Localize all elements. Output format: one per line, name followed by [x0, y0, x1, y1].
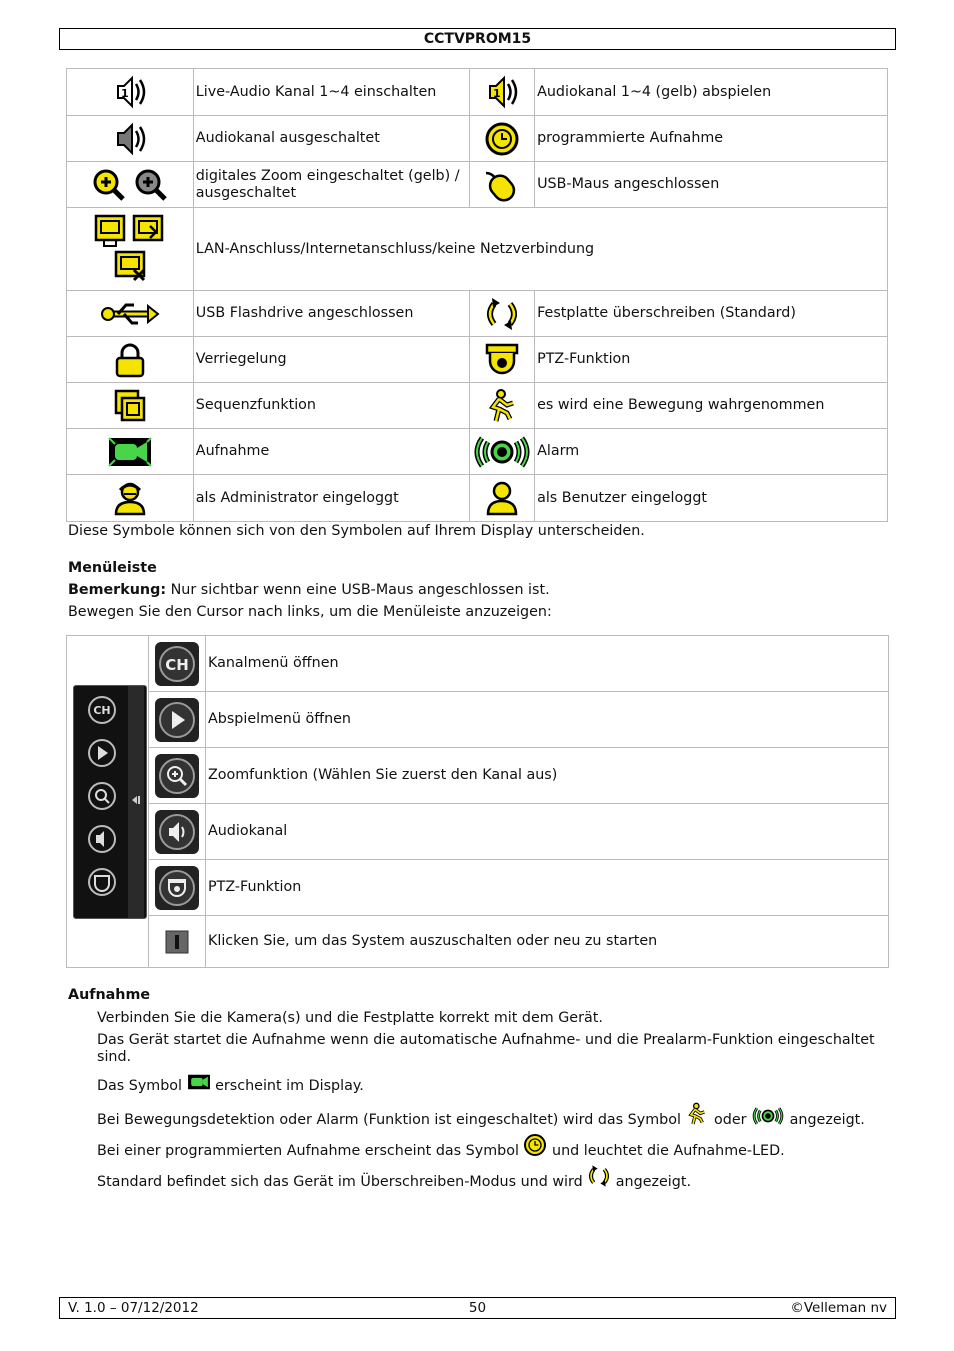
footer-copyright: ©Velleman nv — [790, 1300, 887, 1316]
text: erscheint im Display. — [215, 1078, 364, 1094]
menu-item-label: Kanalmenü öffnen — [205, 636, 888, 692]
menubar-instruction: Bewegen Sie den Cursor nach links, um die Menüleiste anzuzeigen: — [68, 604, 552, 620]
text: Bei Bewegungsdetektion oder Alarm (Funktion ist eingeschaltet) wird das Symbol — [97, 1112, 681, 1128]
symbol-desc: programmierte Aufnahme — [535, 116, 888, 162]
recording-p5 — [97, 1133, 897, 1160]
admin-icon — [67, 475, 194, 522]
table-row — [67, 804, 889, 860]
usb-mouse-icon — [470, 162, 535, 208]
user-icon — [470, 475, 535, 522]
page-header: CCTVPROM15 — [59, 28, 896, 50]
usb-icon — [67, 291, 194, 337]
table-row — [67, 860, 889, 916]
text: angezeigt. — [789, 1112, 865, 1128]
no-network-icon — [116, 252, 144, 280]
text: und leuchtet die Aufnahme-LED. — [552, 1143, 785, 1159]
alarm-icon — [470, 429, 535, 475]
record-icon — [187, 1072, 211, 1092]
table-row — [67, 916, 889, 968]
symbol-desc: Audiokanal ausgeschaltet — [193, 116, 469, 162]
symbol-desc: als Administrator eingeloggt — [193, 475, 469, 522]
sequence-icon — [67, 383, 194, 429]
symbol-desc: Aufnahme — [193, 429, 469, 475]
page-footer — [59, 1297, 896, 1319]
alarm-icon — [751, 1106, 785, 1126]
symbol-desc: PTZ-Funktion — [535, 337, 888, 383]
motion-icon — [685, 1102, 709, 1126]
menu-item-label: PTZ-Funktion — [205, 860, 888, 916]
svg-text:1: 1 — [493, 87, 501, 100]
lan-icon — [96, 216, 124, 246]
symbol-desc: LAN-Anschluss/Internetanschluss/keine Netzverbindung — [193, 208, 887, 291]
recording-p3 — [97, 1072, 897, 1095]
table-row — [67, 69, 888, 116]
text: Standard befindet sich das Gerät im Überschreiben-Modus und wird — [97, 1174, 583, 1190]
symbol-desc: Sequenzfunktion — [193, 383, 469, 429]
remark-text: Nur sichtbar wenn eine USB-Maus angeschlossen ist. — [166, 582, 550, 598]
symbol-desc: digitales Zoom eingeschaltet (gelb) / ausgeschaltet — [193, 162, 469, 208]
text: oder — [714, 1112, 747, 1128]
table-row — [67, 636, 889, 692]
symbol-desc: Audiokanal 1~4 (gelb) abspielen — [535, 69, 888, 116]
scheduled-record-icon — [470, 116, 535, 162]
menubar-buttons-icon — [86, 694, 118, 910]
audio-channel-yellow-icon — [470, 69, 535, 116]
table-row — [67, 208, 888, 291]
svg-text:CH: CH — [93, 703, 111, 717]
zoom-icon[interactable] — [148, 748, 205, 804]
table-row — [67, 116, 888, 162]
table-row — [67, 692, 889, 748]
menubar-preview — [67, 636, 149, 968]
motion-icon — [470, 383, 535, 429]
menubar-table — [66, 635, 889, 968]
remark-label: Bemerkung: — [68, 582, 167, 598]
symbol-table — [66, 68, 888, 522]
footer-version: V. 1.0 – 07/12/2012 — [68, 1300, 199, 1316]
menubar-heading: Menüleiste — [68, 560, 157, 576]
power-icon[interactable] — [148, 916, 205, 968]
lock-icon — [67, 337, 194, 383]
menu-item-label: Abspielmenü öffnen — [205, 692, 888, 748]
text: Das Symbol — [97, 1078, 183, 1094]
table-row — [67, 429, 888, 475]
recording-p6 — [97, 1164, 897, 1191]
ptz-icon — [470, 337, 535, 383]
menubar-remark — [68, 582, 550, 599]
expand-arrow-icon[interactable] — [130, 794, 142, 806]
table-row — [67, 383, 888, 429]
menu-item-label: Klicken Sie, um das System auszuschalten oder neu zu starten — [205, 916, 888, 968]
text: Bei einer programmierten Aufnahme erscheint das Symbol — [97, 1143, 519, 1159]
play-icon[interactable] — [148, 692, 205, 748]
zoom-on-off-icon — [67, 162, 194, 208]
symbol-desc: Live-Audio Kanal 1~4 einschalten — [193, 69, 469, 116]
symbol-desc: USB-Maus angeschlossen — [535, 162, 888, 208]
symbol-desc: als Benutzer eingeloggt — [535, 475, 888, 522]
recording-p1: Verbinden Sie die Kamera(s) und die Festplatte korrekt mit dem Gerät. — [97, 1010, 603, 1026]
symbol-desc: Festplatte überschreiben (Standard) — [535, 291, 888, 337]
text: angezeigt. — [615, 1174, 691, 1190]
symbol-desc: es wird eine Bewegung wahrgenommen — [535, 383, 888, 429]
ptz-dome-icon[interactable] — [148, 860, 205, 916]
svg-text:CH: CH — [165, 655, 189, 674]
audio-icon[interactable] — [148, 804, 205, 860]
internet-icon — [134, 216, 162, 240]
ch-icon[interactable] — [148, 636, 205, 692]
symbol-desc: USB Flashdrive angeschlossen — [193, 291, 469, 337]
svg-text:1: 1 — [120, 87, 129, 100]
symbol-desc: Verriegelung — [193, 337, 469, 383]
menu-item-label: Audiokanal — [205, 804, 888, 860]
symbols-note: Diese Symbole können sich von den Symbolen auf Ihrem Display unterscheiden. — [68, 523, 645, 539]
table-row — [67, 291, 888, 337]
audio-off-icon — [67, 116, 194, 162]
footer-page-number: 50 — [468, 1300, 487, 1316]
record-icon — [67, 429, 194, 475]
overwrite-icon — [587, 1164, 611, 1188]
recording-heading: Aufnahme — [68, 987, 151, 1003]
scheduled-record-icon — [523, 1133, 547, 1157]
symbol-desc: Alarm — [535, 429, 888, 475]
menu-item-label: Zoomfunktion (Wählen Sie zuerst den Kanal aus) — [205, 748, 888, 804]
table-row — [67, 475, 888, 522]
table-row — [67, 162, 888, 208]
table-row — [67, 748, 889, 804]
overwrite-icon — [470, 291, 535, 337]
network-icons — [67, 208, 194, 291]
recording-p4 — [97, 1102, 897, 1129]
audio-channel-white-icon — [67, 69, 194, 116]
table-row — [67, 337, 888, 383]
recording-p2: Das Gerät startet die Aufnahme wenn die automatische Aufnahme- und die Prealarm-Funktion eingeschaltet sind. — [97, 1032, 875, 1065]
